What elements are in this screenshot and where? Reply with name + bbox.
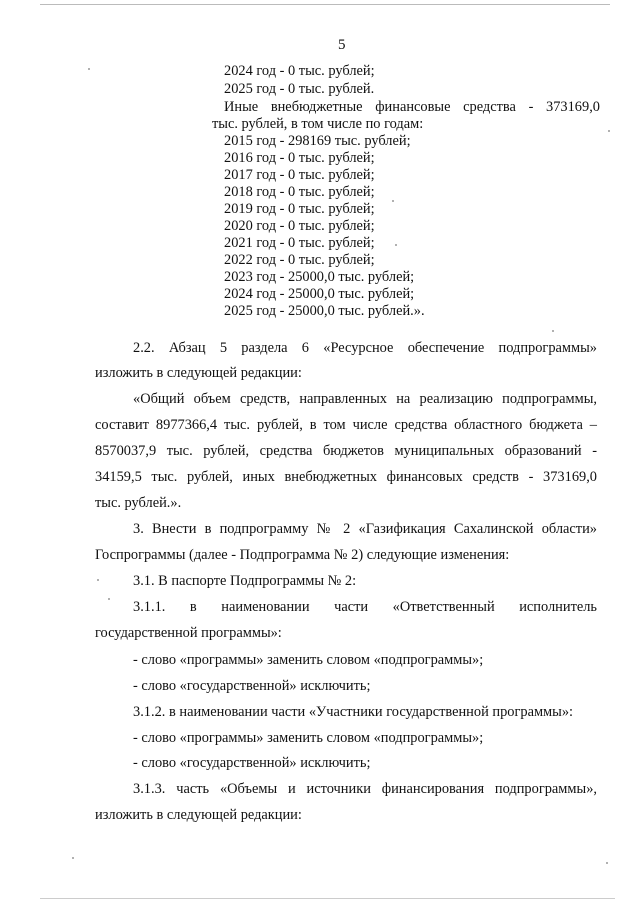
year-line: 2017 год - 0 тыс. рублей; (224, 167, 375, 183)
year-line: 2021 год - 0 тыс. рублей; (224, 235, 375, 251)
other-funds-line: тыс. рублей, в том числе по годам: (212, 116, 424, 132)
year-line: 2015 год - 298169 тыс. рублей; (224, 133, 411, 149)
year-line: 2016 год - 0 тыс. рублей; (224, 150, 375, 166)
list-item: - слово «программы» заменить словом «подпрограммы»; (133, 652, 484, 668)
scan-speck (108, 598, 110, 600)
scan-speck (395, 244, 397, 246)
paragraph-3-1-1: 3.1.1. в наименовании части «Ответственный исполнитель (133, 599, 597, 615)
scan-speck (392, 200, 394, 202)
paragraph-3: 3. Внести в подпрограмму № 2 «Газификация Сахалинской области» (133, 521, 597, 537)
scan-edge-bottom (40, 898, 615, 899)
budget-line: 2024 год - 0 тыс. рублей; (224, 63, 375, 79)
year-line: 2025 год - 25000,0 тыс. рублей.». (224, 303, 425, 319)
quote-line: 34159,5 тыс. рублей, иных внебюджетных финансовых средств - 373169,0 (95, 469, 597, 485)
paragraph-3-1-1: государственной программы»: (95, 625, 282, 641)
year-line: 2022 год - 0 тыс. рублей; (224, 252, 375, 268)
scan-speck (72, 857, 74, 859)
paragraph-3-1-3: 3.1.3. часть «Объемы и источники финансирования подпрограммы», (133, 781, 597, 797)
list-item: - слово «программы» заменить словом «подпрограммы»; (133, 730, 484, 746)
paragraph-2-2: изложить в следующей редакции: (95, 365, 302, 381)
year-line: 2020 год - 0 тыс. рублей; (224, 218, 375, 234)
other-funds-line: Иные внебюджетные финансовые средства - 373169,0 (224, 99, 600, 115)
quote-line: «Общий объем средств, направленных на реализацию подпрограммы, (133, 391, 597, 407)
list-item: - слово «государственной» исключить; (133, 678, 371, 694)
scan-speck (552, 330, 554, 332)
quote-line: тыс. рублей.». (95, 495, 182, 511)
scan-speck (97, 579, 99, 581)
year-line: 2019 год - 0 тыс. рублей; (224, 201, 375, 217)
year-line: 2018 год - 0 тыс. рублей; (224, 184, 375, 200)
paragraph-3-1-3: изложить в следующей редакции: (95, 807, 302, 823)
list-item: - слово «государственной» исключить; (133, 755, 371, 771)
quote-line: 8570037,9 тыс. рублей, средства бюджетов муниципальных образований - (95, 443, 597, 459)
budget-line: 2025 год - 0 тыс. рублей. (224, 81, 375, 97)
year-line: 2024 год - 25000,0 тыс. рублей; (224, 286, 415, 302)
paragraph-3: Госпрограммы (далее - Подпрограмма № 2) следующие изменения: (95, 547, 510, 563)
scan-speck (608, 130, 610, 132)
scan-speck (606, 862, 608, 864)
paragraph-3-1-2: 3.1.2. в наименовании части «Участники государственной программы»: (133, 704, 574, 720)
scan-speck (88, 68, 90, 70)
quote-line: составит 8977366,4 тыс. рублей, в том числе средства областного бюджета – (95, 417, 597, 433)
paragraph-3-1: 3.1. В паспорте Подпрограммы № 2: (133, 573, 357, 589)
paragraph-2-2: 2.2. Абзац 5 раздела 6 «Ресурсное обеспечение подпрограммы» (133, 340, 597, 356)
scan-edge-top (40, 4, 610, 5)
year-line: 2023 год - 25000,0 тыс. рублей; (224, 269, 415, 285)
page-number: 5 (338, 37, 346, 53)
